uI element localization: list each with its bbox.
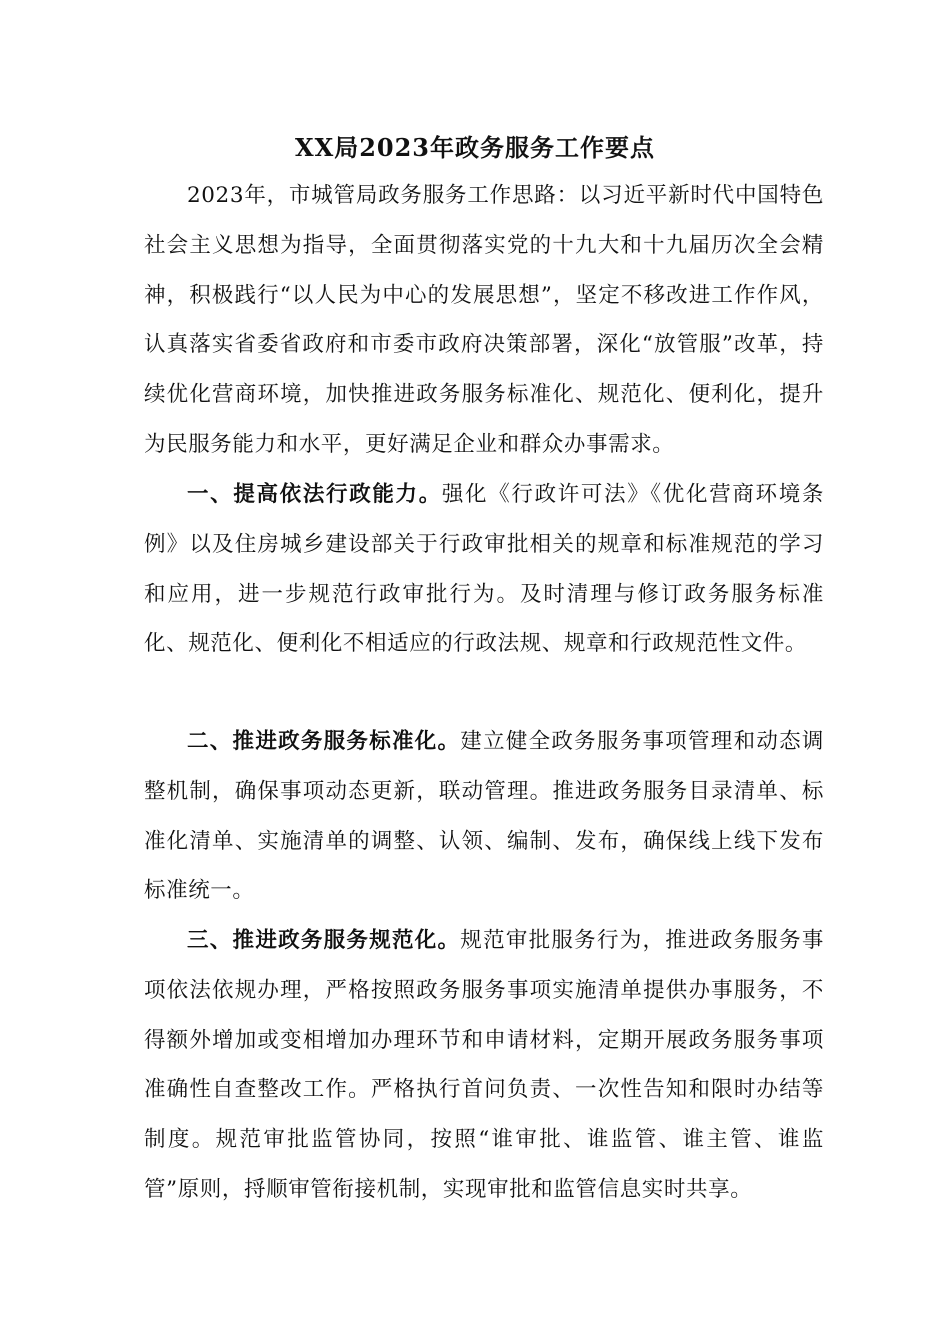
section-1-paragraph <box>144 470 824 669</box>
section-3-heading: 三、推进政务服务规范化。 <box>187 928 461 953</box>
section-1-body: 强化《行政许可法》《优化营商环境条例》以及住房城乡建设部关于行政审批相关的规章和标准规范的学习和应用，进一步规范行政审批行为。及时清理与修订政务服务标准化、规范化、便利化不相适应的行政法规、规章和行政规范性文件。 <box>144 482 824 657</box>
section-2-body: 建立健全政务服务事项管理和动态调整机制，确保事项动态更新，联动管理。推进政务服务目录清单、标准化清单、实施清单的调整、认领、编制、发布，确保线上线下发布标准统一。 <box>144 729 825 904</box>
intro-paragraph: 2023年，市城管局政务服务工作思路：以习近平新时代中国特色社会主义思想为指导，全面贯彻落实党的十九大和十九届历次全会精神，积极践行“以人民为中心的发展思想”，坚定不移改进工作作风，认真落实省委省政府和市委市政府决策部署，深化“放管服”改革，持续优化营商环境，加快推进政务服务标准化、规范化、便利化，提升为民服务能力和水平，更好满足企业和群众办事需求。 <box>144 183 824 457</box>
section-2-paragraph <box>144 717 824 916</box>
section-1-heading: 一、提高依法行政能力。 <box>187 482 442 507</box>
section-2-heading: 二、推进政务服务标准化。 <box>187 729 461 754</box>
section-3-body: 规范审批服务行为，推进政务服务事项依法依规办理，严格按照政务服务事项实施清单提供办事服务，不得额外增加或变相增加办理环节和申请材料，定期开展政务服务事项准确性自查整改工作。严格执行首问负责、一次性告知和限时办结等制度。规范审批监管协同，按照“谁审批、谁监管、谁主管、谁监管”原则，捋顺审管衔接机制，实现审批和监管信息实时共享。 <box>144 928 825 1202</box>
section-3-paragraph <box>144 916 824 1215</box>
document-title: XX局2023年政务服务工作要点 <box>294 133 656 162</box>
